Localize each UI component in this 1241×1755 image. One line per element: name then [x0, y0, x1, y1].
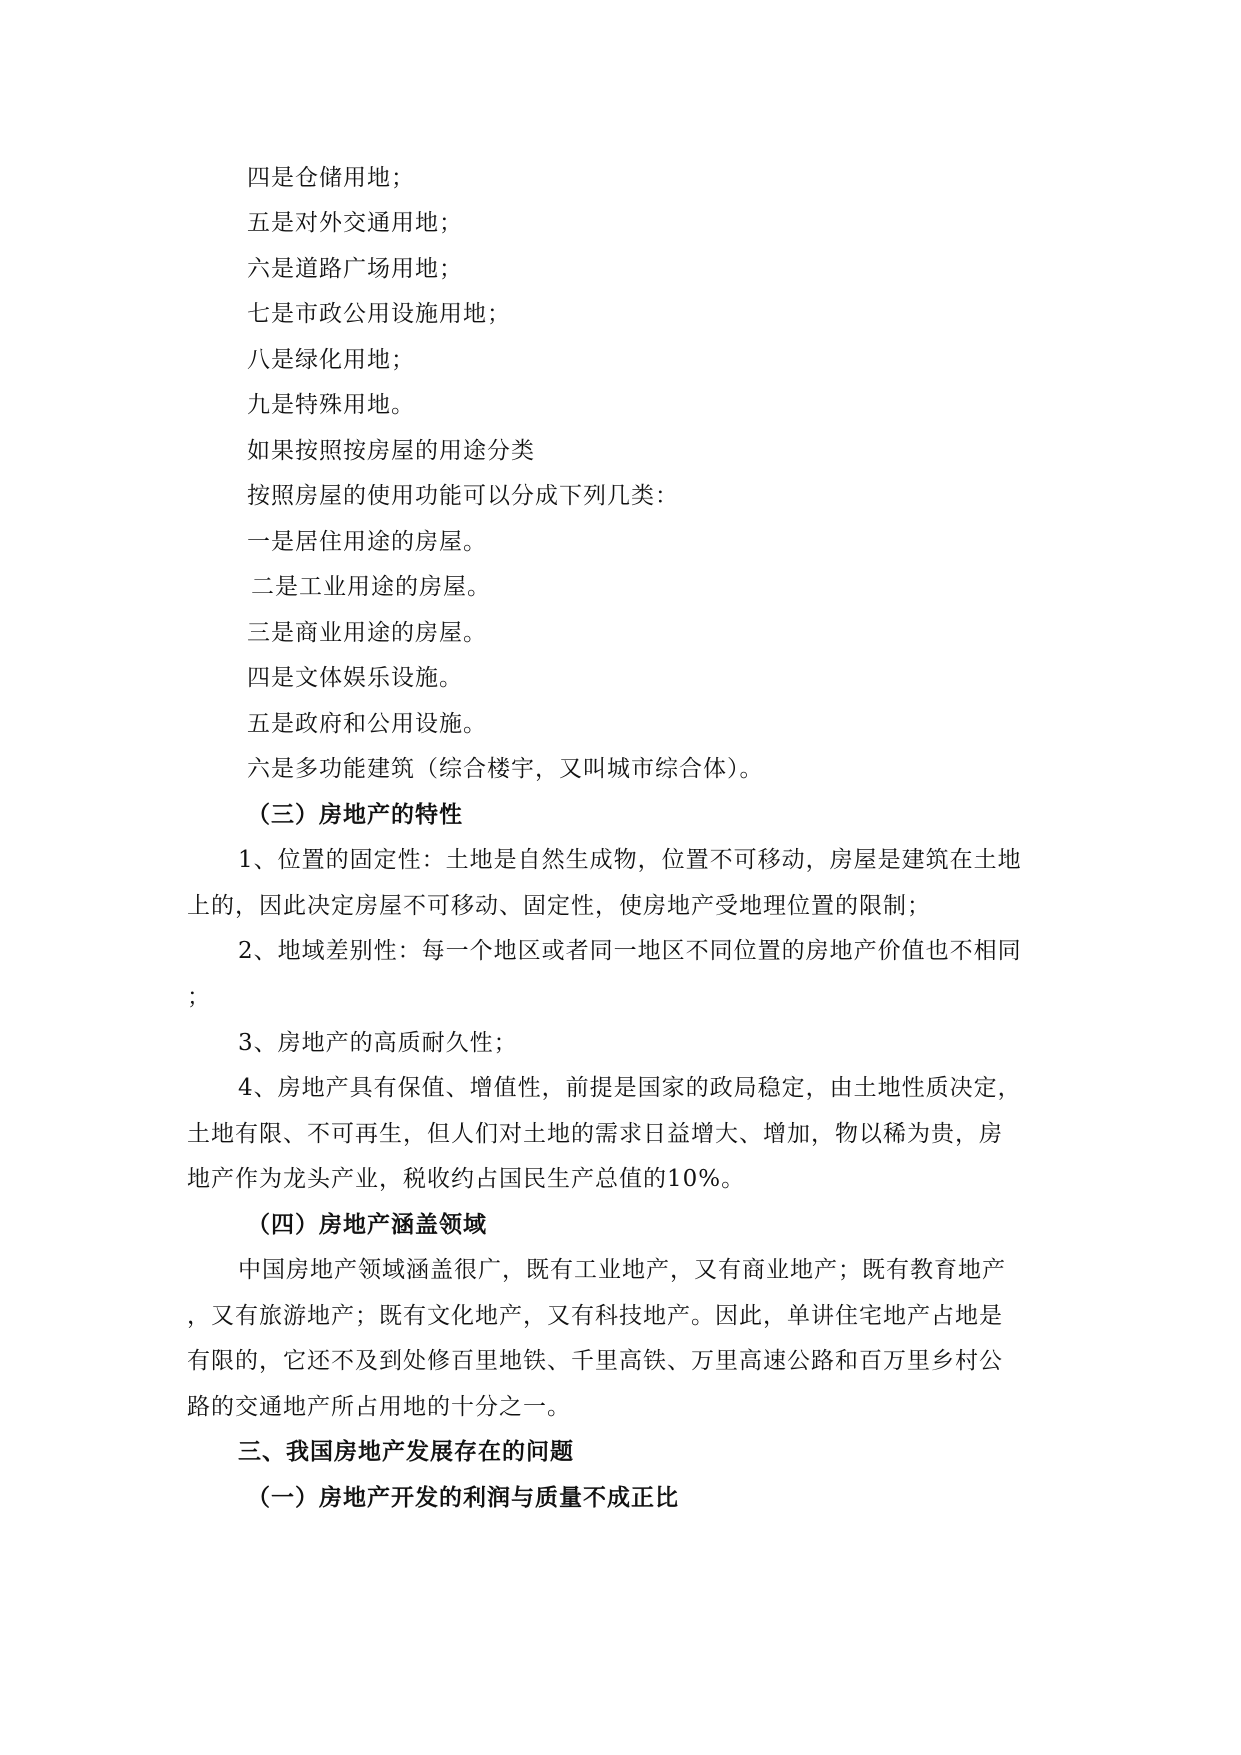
- housing-item-1: 一是居住用途的房屋。: [247, 529, 487, 555]
- land-use-item-7: 七是市政公用设施用地；: [247, 301, 511, 327]
- trait-4-line-3: 地产作为龙头产业，税收约占国民生产总值的10%。: [187, 1166, 746, 1192]
- subsection-heading-profit-quality: （一）房地产开发的利润与质量不成正比: [247, 1485, 679, 1511]
- coverage-line-3: 有限的，它还不及到处修百里地铁、千里高铁、万里高速公路和百万里乡村公: [187, 1348, 1003, 1374]
- coverage-line-1: 中国房地产领域涵盖很广，既有工业地产，又有商业地产；既有教育地产: [238, 1257, 1006, 1283]
- housing-item-4: 四是文体娱乐设施。: [247, 665, 463, 691]
- trait-3: 3、房地产的高质耐久性；: [238, 1030, 518, 1056]
- housing-item-2: 二是工业用途的房屋。: [251, 574, 491, 600]
- coverage-line-2: ，又有旅游地产；既有文化地产，又有科技地产。因此，单讲住宅地产占地是: [187, 1303, 1003, 1329]
- section-heading-traits: （三）房地产的特性: [247, 802, 463, 828]
- land-use-item-8: 八是绿化用地；: [247, 347, 415, 373]
- trait-1-line-1: 1、位置的固定性：土地是自然生成物，位置不可移动，房屋是建筑在土地: [238, 847, 1022, 873]
- chapter-heading-problems: 三、我国房地产发展存在的问题: [238, 1439, 574, 1465]
- housing-intro-2: 按照房屋的使用功能可以分成下列几类：: [247, 483, 679, 509]
- housing-item-6: 六是多功能建筑（综合楼宇，又叫城市综合体）。: [247, 756, 764, 782]
- land-use-item-5: 五是对外交通用地；: [247, 210, 463, 236]
- trait-4-line-2: 土地有限、不可再生，但人们对土地的需求日益增大、增加，物以稀为贵，房: [187, 1121, 1003, 1147]
- housing-item-3: 三是商业用途的房屋。: [247, 620, 487, 646]
- trait-1-line-2: 上的，因此决定房屋不可移动、固定性，使房地产受地理位置的限制；: [187, 893, 931, 919]
- housing-intro-1: 如果按照按房屋的用途分类: [247, 438, 535, 464]
- housing-item-5: 五是政府和公用设施。: [247, 711, 487, 737]
- trait-2-line-2: ；: [187, 984, 211, 1010]
- land-use-item-6: 六是道路广场用地；: [247, 256, 463, 282]
- land-use-item-4: 四是仓储用地；: [247, 165, 415, 191]
- land-use-item-9: 九是特殊用地。: [247, 392, 415, 418]
- trait-2-line-1: 2、地域差别性：每一个地区或者同一地区不同位置的房地产价值也不相同: [238, 938, 1022, 964]
- section-heading-coverage: （四）房地产涵盖领域: [247, 1212, 487, 1238]
- trait-4-line-1: 4、房地产具有保值、增值性，前提是国家的政局稳定，由土地性质决定，: [238, 1075, 1022, 1101]
- coverage-line-4: 路的交通地产所占用地的十分之一。: [187, 1394, 571, 1420]
